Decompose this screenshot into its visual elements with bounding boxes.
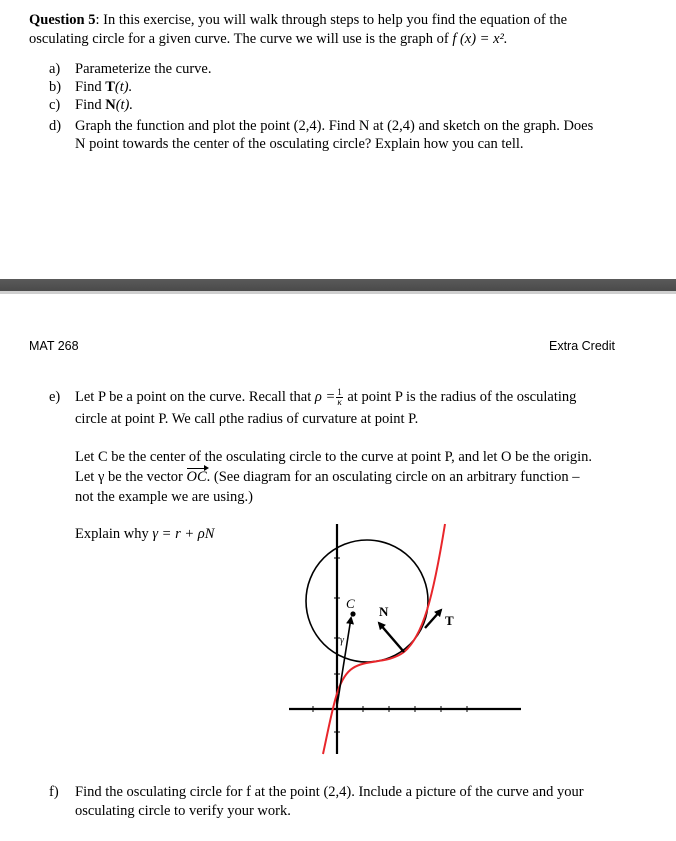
- label-c: C: [346, 596, 355, 611]
- extra-credit-label: Extra Credit: [549, 339, 615, 353]
- question-intro-line1: Question 5: In this exercise, you will walk through steps to help you find the equation of the: [29, 12, 568, 28]
- part-e-para2-line2: Let γ be the vector OC. (See diagram for an osculating circle on an arbitrary function –: [75, 469, 580, 485]
- question-intro-line2: osculating circle for a given curve. The curve we will use is the graph of f (x) = x².: [29, 31, 508, 47]
- part-e-line1: e) Let P be a point on the curve. Recall that ρ = $\frac{1}{\kappa}$ at point P is the radius of the osculating: [49, 387, 577, 408]
- n-vector: [379, 623, 404, 652]
- osculating-circle-diagram: [283, 518, 528, 758]
- label-t: T: [445, 613, 454, 628]
- part-b: b) Find T(t).: [49, 79, 133, 95]
- label-gamma: γ: [340, 635, 344, 646]
- part-f-line1: f) Find the osculating circle for f at the point (2,4). Include a picture of the curve and your: [49, 784, 584, 800]
- explain-line: Explain why γ = r + ρN: [75, 526, 215, 542]
- course-label: MAT 268: [29, 339, 79, 353]
- part-e-line2: circle at point P. We call ρthe radius of curvature at point P.: [75, 411, 419, 427]
- osculating-circle: [306, 540, 428, 662]
- question-label: Question 5: [29, 12, 96, 28]
- part-e-para2-line3: not the example we are using.): [75, 489, 253, 505]
- function-def: f (x) = x².: [452, 31, 508, 47]
- rho-fraction: $\frac{1}{\kappa}$: [337, 387, 342, 408]
- part-c: c) Find N(t).: [49, 97, 134, 113]
- part-d: d) Graph the function and plot the point (2,4). Find N at (2,4) and sketch on the graph. Does: [49, 118, 594, 134]
- page-divider: [0, 279, 676, 291]
- part-a: a) Parameterize the curve.: [49, 61, 212, 77]
- part-d-line2: N point towards the center of the osculating circle? Explain how you can tell.: [75, 136, 524, 152]
- part-e-para2-line1: Let C be the center of the osculating circle to the curve at point P, and let O be the origin.: [75, 449, 593, 465]
- vector-oc: OC: [186, 469, 207, 485]
- page-divider-shadow: [0, 291, 676, 294]
- part-f-line2: osculating circle to verify your work.: [75, 803, 291, 819]
- gamma-vector: [337, 618, 351, 706]
- center-point: [350, 611, 355, 616]
- label-n: N: [379, 604, 389, 619]
